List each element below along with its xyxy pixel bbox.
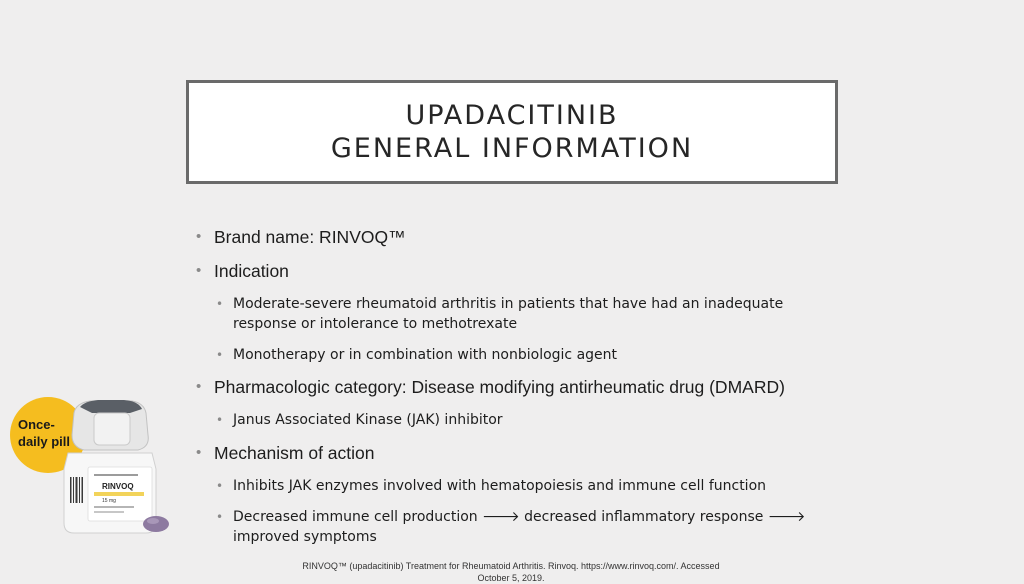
bottle-icon xyxy=(64,400,156,533)
sub-bullet-category-1: • Janus Associated Kinase (JAK) inhibitor xyxy=(196,410,836,430)
bullet-list xyxy=(196,224,836,547)
bullet-mechanism: • Mechanism of action xyxy=(196,442,836,464)
title-line-1: UPADACITINIB xyxy=(405,100,619,131)
bullet-category: • Pharmacologic category: Disease modifying antirheumatic drug (DMARD) xyxy=(196,376,836,398)
bottle-label-brand: RINVOQ xyxy=(102,482,134,491)
pill-icon xyxy=(143,516,169,532)
arrow-right-icon: 🡒 xyxy=(767,509,806,525)
sub-bullet-mechanism-2 xyxy=(196,507,836,547)
bottle-label-dose: 15 mg xyxy=(102,498,116,504)
mechanism-2-part-a: Decreased immune cell production xyxy=(233,509,478,525)
bullet-brand: • Brand name: RINVOQ™ xyxy=(196,226,836,248)
badge-text-line-2: daily pill xyxy=(18,434,71,449)
mechanism-2-part-c: improved symptoms xyxy=(233,529,377,545)
badge-text-line-1: Once- xyxy=(18,417,55,432)
footnote-citation: RINVOQ™ (upadacitinib) Treatment for Rheumatoid Arthritis. Rinvoq. https://www.rinvoq.com/. Accessed October 5, 2019. xyxy=(302,561,720,583)
mechanism-2-part-b: decreased inflammatory response xyxy=(524,509,764,525)
arrow-right-icon: 🡒 xyxy=(482,509,520,525)
sub-bullet-indication-1: • Moderate-severe rheumatoid arthritis in patients that have had an inadequate response or intolerance to methotrexate xyxy=(196,294,836,334)
title-box xyxy=(186,80,838,184)
sub-bullet-indication-2: • Monotherapy or in combination with nonbiologic agent xyxy=(196,345,836,365)
sub-bullet-mechanism-1: • Inhibits JAK enzymes involved with hematopoiesis and immune cell function xyxy=(196,476,836,496)
product-image xyxy=(10,395,195,545)
bullet-indication: • Indication xyxy=(196,260,836,282)
title-line-2: GENERAL INFORMATION xyxy=(330,133,694,164)
